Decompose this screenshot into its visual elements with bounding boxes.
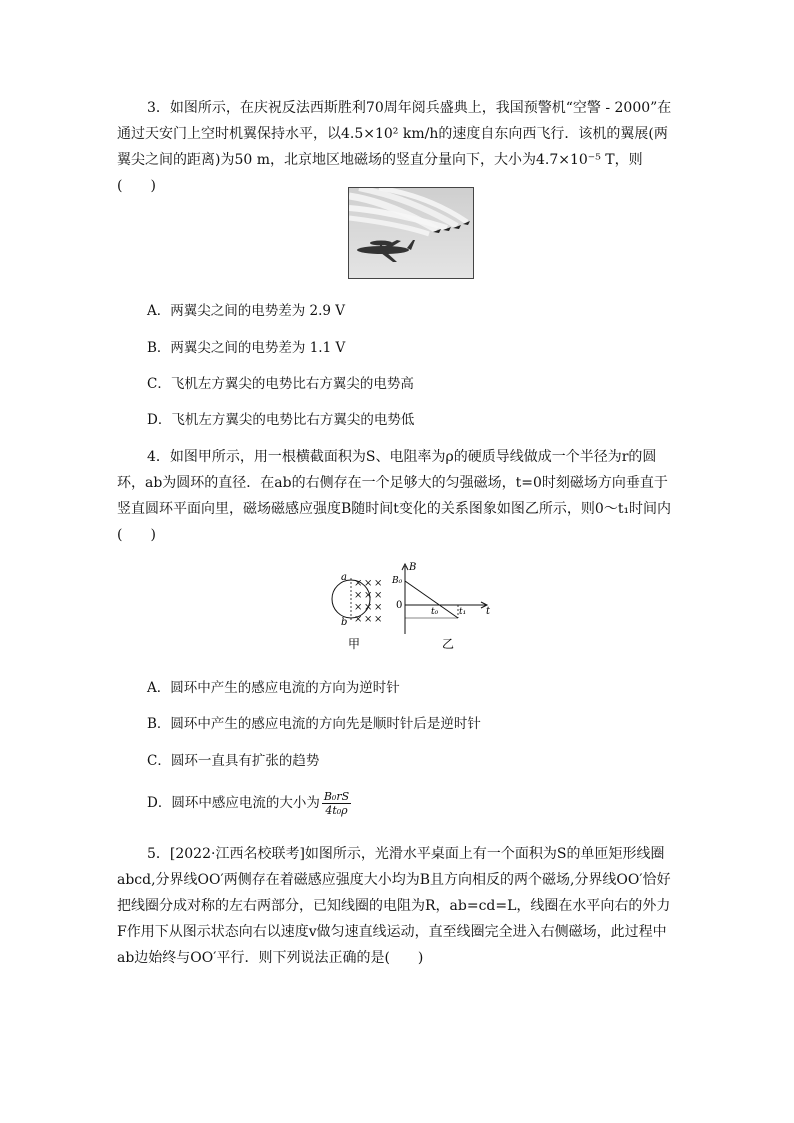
fraction-denominator: 4t₀ρ xyxy=(325,804,348,817)
q4-option-d xyxy=(147,790,351,817)
question-5-stem: 5．[2022·江西名校联考]如图所示，光滑水平桌面上有一个面积为S的单匝矩形线圈abcd,分界线OO′两侧存在着磁感应强度大小均为B且方向相反的两个磁场,分界线OO′恰好把线圈分成对称的左右两部分，已知线圈的电阻为R，ab=cd=L，线圈在水平向右的外力F作用下从图示状态向右以速度v做匀速直线运动，直至线圈完全进入右侧磁场，此过程中ab边始终与OO′平行．则下列说法正确的是( ) xyxy=(117,846,671,966)
label-a: a xyxy=(341,572,347,583)
current-fraction xyxy=(322,790,351,817)
airplanes-image xyxy=(349,188,473,278)
label-B0: B₀ xyxy=(392,576,403,586)
axis-label-t: t xyxy=(486,606,491,617)
q4-option-d-text: D．圆环中感应电流的大小为 xyxy=(147,795,320,811)
airshow-photo xyxy=(348,187,474,279)
svg-text:×: × xyxy=(374,602,383,613)
svg-text:×: × xyxy=(364,602,373,613)
q4-option-a: A．圆环中产生的感应电流的方向为逆时针 xyxy=(147,680,400,696)
label-t1: t₁ xyxy=(459,607,467,617)
svg-text:×: × xyxy=(374,578,383,589)
ring-and-graph-figure xyxy=(318,562,498,658)
magnetic-field-crosses xyxy=(354,578,382,625)
label-figure-jia: 甲 xyxy=(348,637,361,651)
label-figure-yi: 乙 xyxy=(442,637,455,651)
svg-text:×: × xyxy=(354,590,363,601)
q3-option-c: C．飞机左方翼尖的电势比右方翼尖的电势高 xyxy=(147,376,414,392)
label-t0: t₀ xyxy=(431,607,439,617)
fraction-numerator: B₀rS xyxy=(323,790,350,803)
svg-text:×: × xyxy=(354,578,363,589)
q3-option-b: B．两翼尖之间的电势差为 1.1 V xyxy=(147,340,346,356)
svg-text:×: × xyxy=(374,614,383,625)
q3-option-d: D．飞机左方翼尖的电势比右方翼尖的电势低 xyxy=(147,412,415,428)
svg-text:×: × xyxy=(364,614,373,625)
label-b: b xyxy=(341,617,348,628)
svg-text:×: × xyxy=(354,614,363,625)
q3-option-a: A．两翼尖之间的电势差为 2.9 V xyxy=(147,303,346,319)
question-4-stem: 4．如图甲所示，用一根横截面积为S、电阻率为ρ的硬质导线做成一个半径为r的圆环，ab为圆环的直径．在ab的右侧存在一个足够大的匀强磁场，t=0时刻磁场方向垂直于竖直圆环平面向里，磁场磁感应强度B随时间t变化的关系图象如图乙所示，则0～t₁时间内( ) xyxy=(117,449,672,543)
axis-label-B: B xyxy=(409,562,417,573)
svg-text:×: × xyxy=(364,578,373,589)
q4-option-c: C．圆环一直具有扩张的趋势 xyxy=(147,753,320,769)
question-3-stem: 3．如图所示，在庆祝反法西斯胜利70周年阅兵盛典上，我国预警机“空警 - 2000”在通过天安门上空时机翼保持水平，以4.5×10² km/h的速度自东向西飞行．该机的翼展(两翼尖之间的距离)为50 m，北京地区地磁场的竖直分量向下，大小为4.7×10⁻⁵ T，则( ) xyxy=(117,100,672,194)
svg-text:×: × xyxy=(364,590,373,601)
label-origin: 0 xyxy=(396,600,403,611)
svg-text:×: × xyxy=(374,590,383,601)
q4-option-b: B．圆环中产生的感应电流的方向先是顺时针后是逆时针 xyxy=(147,716,481,732)
svg-text:×: × xyxy=(354,602,363,613)
